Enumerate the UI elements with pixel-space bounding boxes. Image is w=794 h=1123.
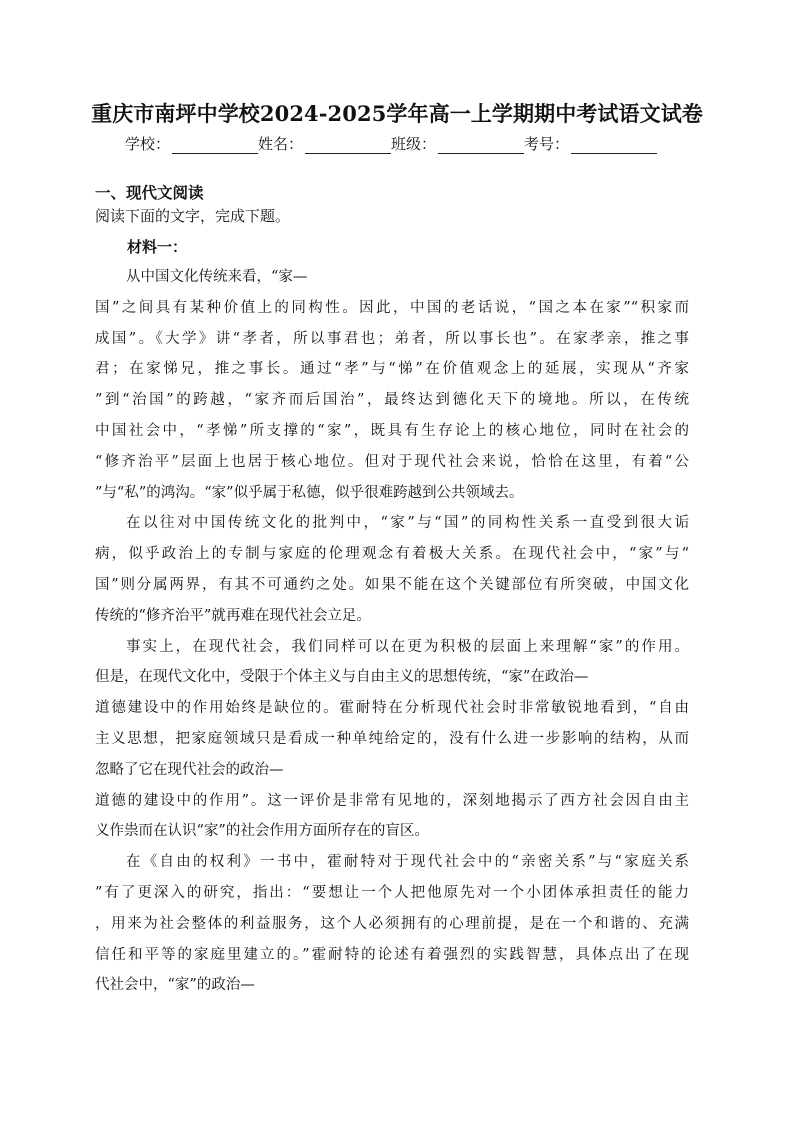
passage-line: ”与“私”的鸿沟。“家”似乎属于私德，似乎很难跨越到公共领域去。 (95, 484, 524, 501)
exam-number-field (524, 133, 657, 154)
exam-number-label: 考号： (524, 135, 570, 153)
passage-line: 国”之间具有某种价值上的同构性。因此，中国的老话说，“国之本在家”“积家而 (95, 299, 689, 316)
school-blank[interactable] (172, 136, 258, 154)
passage-line: ，用来为社会整体的利益服务，这个人必须拥有的心理前提，是在一个和谐的、充满 (95, 915, 689, 932)
passage-line: ”有了更深入的研究，指出：“要想让一个人把他原先对一个小团体承担责任的能力 (95, 884, 689, 901)
passage-body (95, 262, 689, 1001)
passage-line: 主义思想，把家庭领域只是看成一种单纯给定的，没有什么进一步影响的结构，从而 (95, 730, 689, 747)
passage-line: 道德的建设中的作用”。这一评价是非常有见地的，深刻地揭示了西方社会因自由主 (95, 792, 689, 809)
passage-line: 在《自由的权利》一书中，霍耐特对于现代社会中的“亲密关系”与“家庭关系 (126, 854, 689, 871)
passage-line: ”到“治国”的跨越，“家齐而后国治”，最终达到德化天下的境地。所以，在传统 (95, 392, 689, 409)
passage-line: 道德建设中的作用始终是缺位的。霍耐特在分析现代社会时非常敏锐地看到，“自由 (95, 700, 689, 717)
passage-line: 代社会中，“家”的政治— (95, 977, 255, 994)
passage-line: 忽略了它在现代社会的政治— (95, 761, 284, 778)
passage-line: 在以往对中国传统文化的批判中，“家”与“国”的同构性关系一直受到很大诟 (126, 515, 689, 532)
passage-line: 从中国文化传统来看，“家— (126, 269, 308, 285)
student-info-row (125, 133, 685, 154)
material-label: 材料一： (127, 238, 188, 256)
school-field (125, 133, 258, 154)
reading-instruction: 阅读下面的文字，完成下题。 (95, 207, 291, 225)
section-heading: 一、现代文阅读 (95, 184, 204, 202)
name-label: 姓名： (258, 135, 304, 153)
passage-line: 事实上，在现代社会，我们同样可以在更为积极的层面上来理解“家”的作用。 (126, 638, 689, 655)
passage-line: 成国”。《大学》讲“孝者，所以事君也；弟者，所以事长也”。在家孝亲，推之事 (95, 330, 689, 347)
school-label: 学校： (125, 135, 171, 153)
passage-line: 传统的“修齐治平”就再难在现代社会立足。 (95, 607, 371, 624)
name-field (258, 133, 391, 154)
passage-line: 但是，在现代文化中，受限于个体主义与自由主义的思想传统，“家”在政治— (95, 669, 589, 686)
passage-line: 病，似乎政治上的专制与家庭的伦理观念有着极大关系。在现代社会中，“家”与“ (95, 546, 689, 563)
passage-line: “修齐治平”层面上也居于核心地位。但对于现代社会来说，恰恰在这里，有着“公 (95, 453, 689, 470)
exam-number-blank[interactable] (571, 136, 657, 154)
passage-line: 义作祟而在认识“家”的社会作用方面所存在的盲区。 (95, 823, 429, 840)
name-blank[interactable] (305, 136, 391, 154)
passage-line: 中国社会中，“孝悌”所支撑的“家”，既具有生存论上的核心地位，同时在社会的 (95, 422, 689, 439)
class-blank[interactable] (438, 136, 524, 154)
passage-line: 国”则分属两界，有其不可通约之处。如果不能在这个关键部位有所突破，中国文化 (95, 576, 689, 593)
passage-line: 信任和平等的家庭里建立的。”霍耐特的论述有着强烈的实践智慧，具体点出了在现 (95, 946, 689, 963)
class-label: 班级： (391, 135, 437, 153)
passage-line: 君；在家悌兄，推之事长。通过“孝”与“悌”在价值观念上的延展，实现从“齐家 (95, 361, 689, 378)
class-field (391, 133, 524, 154)
exam-title: 重庆市南坪中学校2024-2025学年高一上学期期中考试语文试卷 (91, 101, 703, 126)
